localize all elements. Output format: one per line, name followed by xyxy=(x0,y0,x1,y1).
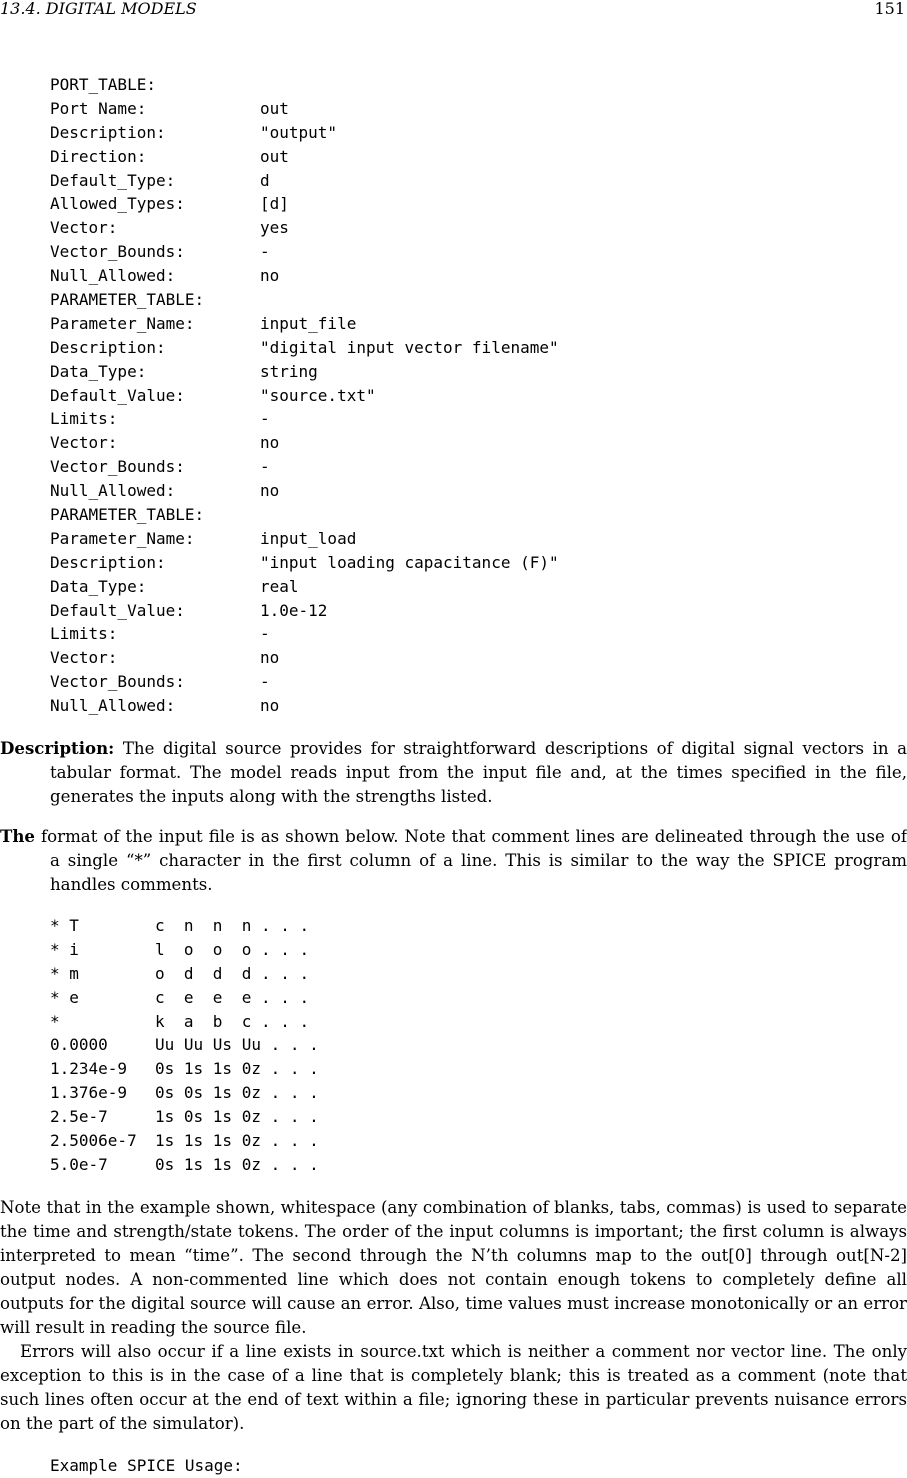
table-value: - xyxy=(260,242,270,262)
running-header xyxy=(0,0,907,22)
example-usage-line: Example SPICE Usage: xyxy=(50,1456,243,1475)
table-key: Direction: xyxy=(50,146,147,166)
table-key: Default_Value: xyxy=(50,600,185,620)
table-row xyxy=(50,503,559,527)
table-value: - xyxy=(260,457,270,477)
vector-line xyxy=(50,1081,319,1105)
table-value: input_file xyxy=(260,313,357,333)
vector-line xyxy=(50,1153,319,1177)
table-row xyxy=(50,479,559,503)
vector-time: * e xyxy=(50,987,79,1007)
table-key: Vector_Bounds: xyxy=(50,457,185,477)
vector-line xyxy=(50,1105,319,1129)
table-row xyxy=(50,599,559,623)
section-title: 13.4. DIGITAL MODELS xyxy=(0,0,197,18)
table-row xyxy=(50,145,559,169)
table-row xyxy=(50,431,559,455)
table-row xyxy=(50,312,559,336)
table-key: Description: xyxy=(50,552,166,572)
table-key: Vector: xyxy=(50,433,118,453)
table-key: Vector_Bounds: xyxy=(50,672,185,692)
table-value: "input loading capacitance (F)" xyxy=(260,552,559,572)
vector-line xyxy=(50,1129,319,1153)
vector-file-example xyxy=(50,914,319,1177)
errors-paragraph: Errors will also occur if a line exists in source.txt which is neither a comment nor vector line. The only exception to this is in the case of a line that is completely blank; this is treated as a comment (note that such lines often occur at the end of text within a file; ignoring these in particular prevents nuisance errors on the part of the simulator). xyxy=(0,1342,907,1433)
table-key: PARAMETER_TABLE: xyxy=(50,505,205,525)
vector-states: 1s 0s 1s 0z . . . xyxy=(155,1107,319,1127)
vector-time: * m xyxy=(50,963,79,983)
table-row xyxy=(50,575,559,599)
table-row xyxy=(50,192,559,216)
table-key: Data_Type: xyxy=(50,576,147,596)
table-value: 1.0e-12 xyxy=(260,600,328,620)
model-tables-listing xyxy=(50,73,559,718)
table-key: Vector: xyxy=(50,218,118,238)
vector-states: l o o o . . . xyxy=(155,939,310,959)
table-key: Vector_Bounds: xyxy=(50,242,185,262)
vector-states: 0s 1s 1s 0z . . . xyxy=(155,1154,319,1174)
table-row xyxy=(50,240,559,264)
format-text: format of the input file is as shown below. Note that comment lines are delineated through the use of a single “*” character in the first column of a line. This is similar to the way the SPICE program handles comments. xyxy=(34,827,907,894)
table-key: PORT_TABLE: xyxy=(50,75,156,94)
vector-line xyxy=(50,938,319,962)
vector-line xyxy=(50,986,319,1010)
table-value: no xyxy=(260,481,280,501)
table-key: Default_Value: xyxy=(50,385,185,405)
table-key: Parameter_Name: xyxy=(50,528,195,548)
table-value: "source.txt" xyxy=(260,385,376,405)
format-paragraph xyxy=(0,824,907,897)
table-value: no xyxy=(260,696,280,716)
vector-time: 0.0000 xyxy=(50,1035,108,1055)
vector-states: 0s 0s 1s 0z . . . xyxy=(155,1083,319,1103)
table-key: Allowed_Types: xyxy=(50,194,185,214)
description-label: Description: xyxy=(0,738,115,758)
vector-time: 2.5e-7 xyxy=(50,1107,108,1127)
table-key: Description: xyxy=(50,337,166,357)
example-usage-heading xyxy=(50,1454,243,1478)
vector-states: o d d d . . . xyxy=(155,963,310,983)
table-row xyxy=(50,694,559,718)
table-value: out xyxy=(260,98,289,118)
table-key: Vector: xyxy=(50,648,118,668)
vector-line xyxy=(50,1057,319,1081)
table-key: Default_Type: xyxy=(50,170,176,190)
table-row xyxy=(50,264,559,288)
table-key: Null_Allowed: xyxy=(50,266,176,286)
table-value: out xyxy=(260,146,289,166)
table-row xyxy=(50,384,559,408)
vector-time: * i xyxy=(50,939,79,959)
table-row xyxy=(50,646,559,670)
vector-line xyxy=(50,1010,319,1034)
format-label: The xyxy=(0,826,35,846)
vector-time: 5.0e-7 xyxy=(50,1154,108,1174)
table-value: "output" xyxy=(260,122,338,142)
table-row xyxy=(50,670,559,694)
table-key: Null_Allowed: xyxy=(50,696,176,716)
table-value: yes xyxy=(260,218,289,238)
vector-states: Uu Uu Us Uu . . . xyxy=(155,1035,319,1055)
note-paragraph: Note that in the example shown, whitespace (any combination of blanks, tabs, commas) is used to separate the time and strength/state tokens. The order of the input columns is important; the first column is always interpreted to mean “time”. The second through the N’th columns map to the out[0] through out[N-2] output nodes. A non-commented line which does not contain enough tokens to completely define all outputs for the digital source will cause an error. Also, time values must increase monotonically or an error will result in reading the source file. xyxy=(0,1198,907,1337)
table-value: [d] xyxy=(260,194,289,214)
table-row xyxy=(50,169,559,193)
table-value: - xyxy=(260,672,270,692)
vector-time: 2.5006e-7 xyxy=(50,1131,137,1151)
table-key: Limits: xyxy=(50,624,118,644)
vector-states: k a b c . . . xyxy=(155,1011,310,1031)
table-key: Description: xyxy=(50,122,166,142)
vector-states: 0s 1s 1s 0z . . . xyxy=(155,1059,319,1079)
table-value: - xyxy=(260,409,270,429)
table-row xyxy=(50,360,559,384)
page-number: 151 xyxy=(874,0,905,18)
vector-states: 1s 1s 1s 0z . . . xyxy=(155,1131,319,1151)
table-row xyxy=(50,407,559,431)
table-row xyxy=(50,121,559,145)
table-key: Limits: xyxy=(50,409,118,429)
description-text: The digital source provides for straightforward descriptions of digital signal vectors in a tabular format. The model reads input from the input file and, at the times specified in the file, generates the inputs along with the strengths listed. xyxy=(50,739,907,806)
table-row xyxy=(50,73,559,97)
vector-time: * xyxy=(50,1011,60,1031)
table-value: input_load xyxy=(260,528,357,548)
table-value: - xyxy=(260,624,270,644)
table-row xyxy=(50,527,559,551)
description-paragraph xyxy=(0,736,907,809)
vector-states: c e e e . . . xyxy=(155,987,310,1007)
table-key: Data_Type: xyxy=(50,361,147,381)
vector-line xyxy=(50,1033,319,1057)
table-row xyxy=(50,455,559,479)
vector-line xyxy=(50,962,319,986)
table-row xyxy=(50,551,559,575)
table-key: Null_Allowed: xyxy=(50,481,176,501)
table-value: "digital input vector filename" xyxy=(260,337,559,357)
table-value: no xyxy=(260,648,280,668)
table-row xyxy=(50,216,559,240)
vector-time: * T xyxy=(50,916,79,935)
table-value: string xyxy=(260,361,318,381)
table-row xyxy=(50,336,559,360)
table-value: real xyxy=(260,576,299,596)
table-key: Port Name: xyxy=(50,98,147,118)
table-row xyxy=(50,97,559,121)
table-row xyxy=(50,622,559,646)
table-value: d xyxy=(260,170,270,190)
table-key: PARAMETER_TABLE: xyxy=(50,290,205,310)
vector-time: 1.376e-9 xyxy=(50,1083,128,1103)
vector-states: c n n n . . . xyxy=(155,916,310,935)
vector-time: 1.234e-9 xyxy=(50,1059,128,1079)
table-row xyxy=(50,288,559,312)
table-value: no xyxy=(260,266,280,286)
table-key: Parameter_Name: xyxy=(50,313,195,333)
table-value: no xyxy=(260,433,280,453)
vector-line xyxy=(50,914,319,938)
